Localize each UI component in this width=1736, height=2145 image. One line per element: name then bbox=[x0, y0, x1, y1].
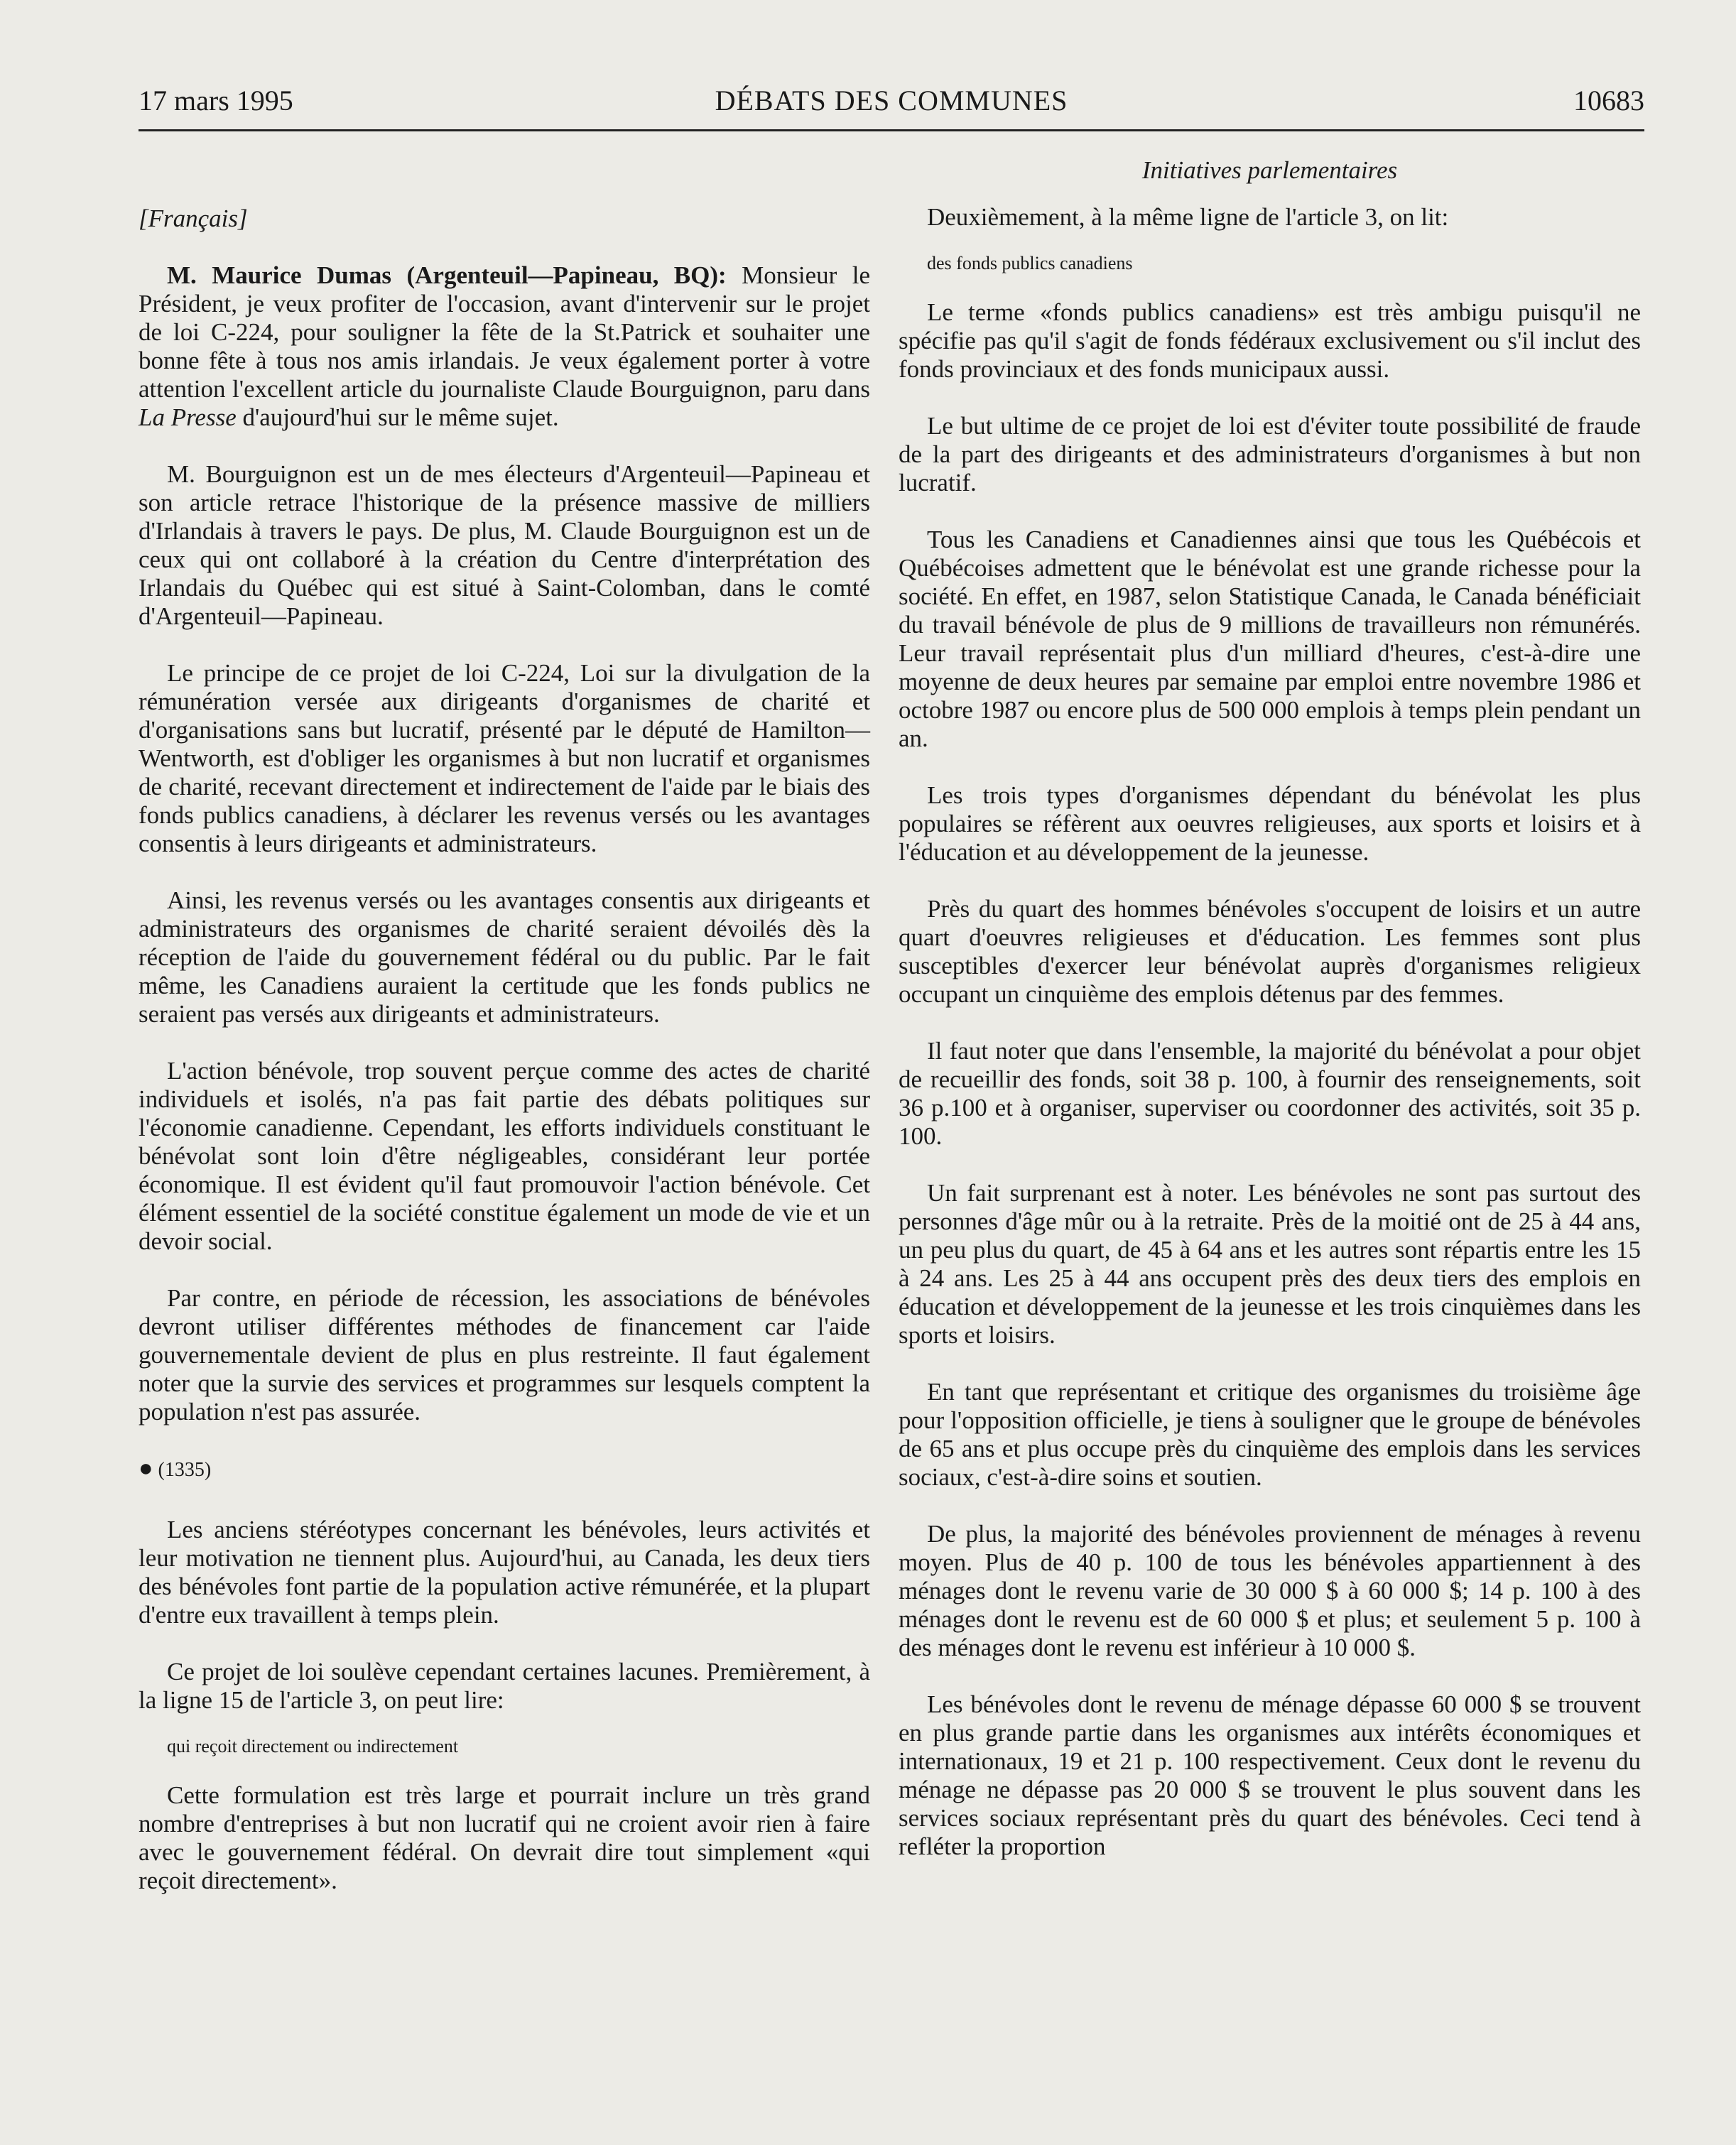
quoted-text: des fonds publics canadiens bbox=[927, 253, 1133, 273]
paragraph: Cette formulation est très large et pourrait inclure un très grand nombre d'entreprises à but non lucratif qui ne croient avoir rien à faire avec le gouvernement fédéral. On devrait dire tout simplement «qui reçoit directement». bbox=[139, 1781, 870, 1894]
paragraph: Tous les Canadiens et Canadiennes ainsi que tous les Québécois et Québécoises admettent que le bénévolat est une grande richesse pour la société. En effet, en 1987, selon Statistique Canada, le Canada bénéficiait du travail bénévole de plus de 9 millions de travailleurs non rémunérés. Leur travail représentait plus d'un milliard d'heures, c'est-à-dire une moyenne de deux heures par semaine par emploi entre novembre 1986 et octobre 1987 ou encore plus de 500 000 emplois à temps plein pendant un an. bbox=[899, 526, 1641, 752]
paragraph: Ainsi, les revenus versés ou les avantages consentis aux dirigeants et administrateurs des organismes de charité seraient dévoilés dès la réception de l'aide du gouvernement fédéral ou du public. Par le fait même, les Canadiens auraient la certitude que les fonds publics ne seraient pas versés aux dirigeants et administrateurs. bbox=[139, 886, 870, 1028]
header-date: 17 mars 1995 bbox=[139, 85, 293, 116]
timecode bbox=[139, 1455, 870, 1484]
right-column bbox=[899, 156, 1641, 1861]
header-page-number: 10683 bbox=[1573, 85, 1644, 116]
paragraph: Les anciens stéréotypes concernant les bénévoles, leurs activités et leur motivation ne tiennent plus. Aujourd'hui, au Canada, les deux tiers des bénévoles font partie de la population active rémunérée, et la plupart d'entre eux travaillent à temps plein. bbox=[139, 1516, 870, 1629]
quoted-text: qui reçoit directement ou indirectement bbox=[167, 1736, 459, 1756]
paragraph: Deuxièmement, à la même ligne de l'article 3, on lit: bbox=[927, 203, 1449, 231]
language-marker: [Français] bbox=[139, 205, 248, 232]
paragraph: Les bénévoles dont le revenu de ménage dépasse 60 000 $ se trouvent en plus grande partie dans les organismes aux intérêts économiques et internationaux, 19 et 21 p. 100 respectivement. Ceux dont le revenu du ménage ne dépasse pas 20 000 $ se trouvent le plus souvent dans les services sociaux représentant près du quart des bénévoles. Ceci tend à refléter la proportion bbox=[899, 1690, 1641, 1860]
paragraph: Le but ultime de ce projet de loi est d'éviter toute possibilité de fraude de la part des dirigeants et des administrateurs d'organismes à but non lucratif. bbox=[899, 412, 1641, 496]
speaker-name: M. Maurice Dumas (Argenteuil—Papineau, BQ): bbox=[167, 261, 727, 289]
paragraph: M. Bourguignon est un de mes électeurs d'Argenteuil—Papineau et son article retrace l'historique de la présence massive de milliers d'Irlandais à travers le pays. De plus, M. Claude Bourguignon est un de ceux qui ont collaboré à la création du Centre d'interprétation des Irlandais du Québec qui est situé à Saint-Colomban, dans le comté d'Argenteuil—Papineau. bbox=[139, 460, 870, 630]
paragraph: Un fait surprenant est à noter. Les bénévoles ne sont pas surtout des personnes d'âge mûr ou à la retraite. Près de la moitié ont de 25 à 44 ans, un peu plus du quart, de 45 à 64 ans et les autres sont répartis entre les 15 à 24 ans. Les 25 à 44 ans occupent près des deux tiers des emplois en éducation et développement de la jeunesse et les trois cinquièmes dans les sports et loisirs. bbox=[899, 1179, 1641, 1349]
journal-title: La Presse bbox=[139, 403, 237, 431]
paragraph: Le principe de ce projet de loi C-224, Loi sur la divulgation de la rémunération versée aux dirigeants d'organismes de charité et d'organisations sans but lucratif, présenté par le député de Hamilton—Wentworth, est d'obliger les organismes à but non lucratif et organismes de charité, recevant directement et indirectement de l'aide par le biais des fonds publics canadiens, à déclarer les revenus versés ou les avantages consentis à leurs dirigeants et administrateurs. bbox=[139, 659, 870, 857]
section-title: Initiatives parlementaires bbox=[1141, 156, 1398, 184]
paragraph: Près du quart des hommes bénévoles s'occupent de loisirs et un autre quart d'oeuvres religieuses et d'éducation. Les femmes sont plus susceptibles d'exercer leur bénévolat auprès d'organismes religieux occupant un cinquième des emplois détenus par des femmes. bbox=[899, 895, 1641, 1008]
paragraph: De plus, la majorité des bénévoles proviennent de ménages à revenu moyen. Plus de 40 p. 100 de tous les bénévoles appartiennent à des ménages dont le revenu varie de 30 000 $ à 60 000 $; 14 p. 100 à des ménages dont le revenu est de 60 000 $ et plus; et seulement 5 p. 100 à des ménages dont le revenu est inférieur à 10 000 $. bbox=[899, 1520, 1641, 1661]
header-title: DÉBATS DES COMMUNES bbox=[715, 85, 1068, 116]
paragraph-text: d'aujourd'hui sur le même sujet. bbox=[236, 403, 559, 431]
timecode-text: (1335) bbox=[158, 1459, 212, 1481]
paragraph bbox=[139, 261, 870, 432]
left-column bbox=[139, 156, 870, 1895]
paragraph-text: Monsieur le Président, je veux profiter de l'occasion, avant d'intervenir sur le projet de loi C-224, pour souligner la fête de la St.Patrick et souhaiter une bonne fête à tous nos amis irlandais. Je veux également porter à votre attention l'excellent article du journaliste Claude Bourguignon, paru dans bbox=[139, 261, 870, 403]
paragraph: Ce projet de loi soulève cependant certaines lacunes. Premièrement, à la ligne 15 de l'article 3, on peut lire: bbox=[139, 1658, 870, 1714]
paragraph: Le terme «fonds publics canadiens» est très ambigu puisqu'il ne spécifie pas qu'il s'agit de fonds fédéraux exclusivement ou s'il inclut des fonds provinciaux et des fonds municipaux aussi. bbox=[899, 298, 1641, 383]
bullet-icon: ● bbox=[139, 1455, 153, 1482]
paragraph: Les trois types d'organismes dépendant du bénévolat les plus populaires se réfèrent aux oeuvres religieuses, aux sports et loisirs et à l'éducation et au développement de la jeunesse. bbox=[899, 781, 1641, 866]
header-rule bbox=[139, 129, 1644, 131]
paragraph: Par contre, en période de récession, les associations de bénévoles devront utiliser différentes méthodes de financement car l'aide gouvernementale devient de plus en plus restreinte. Il faut également noter que la survie des services et programmes sur lesquels comptent la population n'est pas assurée. bbox=[139, 1284, 870, 1426]
paragraph: L'action bénévole, trop souvent perçue comme des actes de charité individuels et isolés, n'a pas fait partie des débats politiques sur l'économie canadienne. Cependant, les efforts individuels constituant le bénévolat sont loin d'être négligeables, considérant leur portée économique. Il est évident qu'il faut promouvoir l'action bénévole. Cet élément essentiel de la société constitue également un mode de vie et un devoir social. bbox=[139, 1057, 870, 1255]
paragraph: Il faut noter que dans l'ensemble, la majorité du bénévolat a pour objet de recueillir des fonds, soit 38 p. 100, à fournir des renseignements, soit 36 p.100 et à organiser, superviser ou coordonner des activités, soit 35 p. 100. bbox=[899, 1037, 1641, 1150]
page-header bbox=[139, 84, 1644, 132]
paragraph: En tant que représentant et critique des organismes du troisième âge pour l'opposition officielle, je tiens à souligner que le groupe de bénévoles de 65 ans et plus occupe près du cinquième des emplois dans les services sociaux, c'est-à-dire soins et soutien. bbox=[899, 1378, 1641, 1491]
